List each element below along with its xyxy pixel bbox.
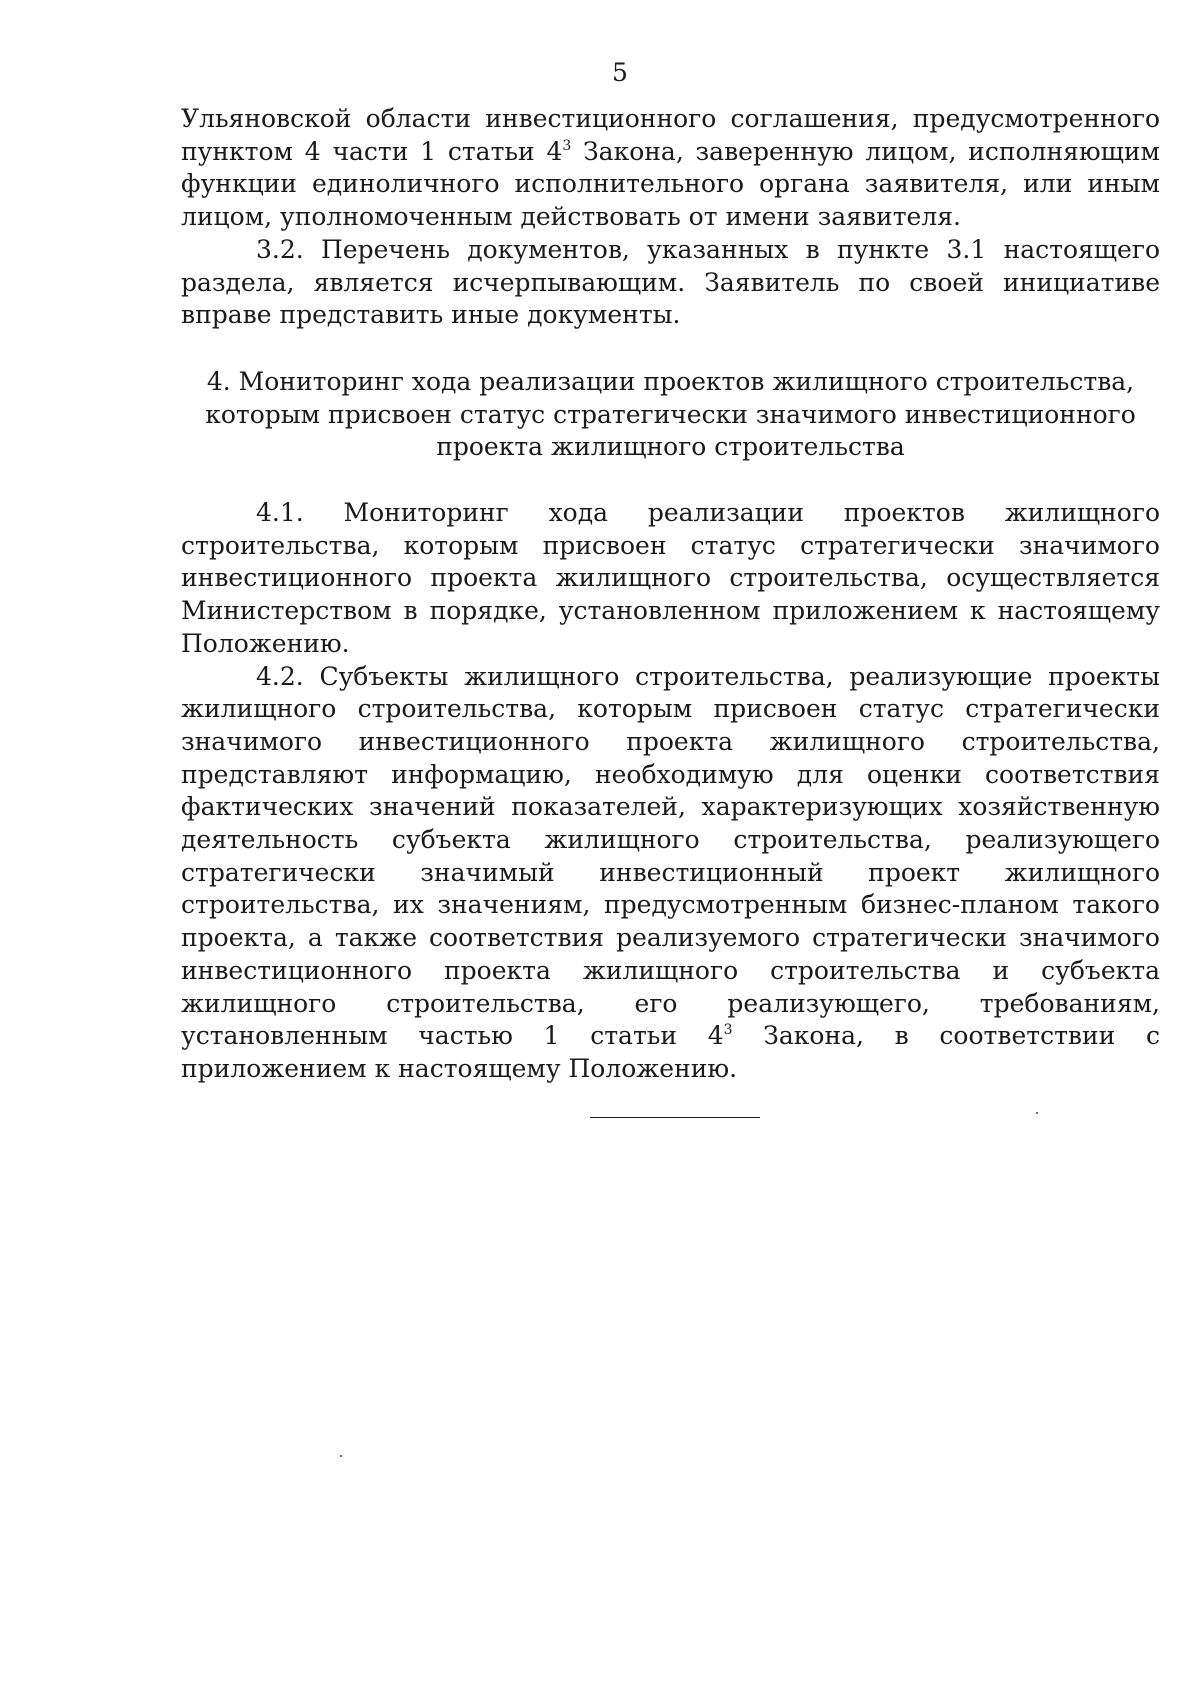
paragraph-4-2 xyxy=(181,661,1160,1086)
superscript: 3 xyxy=(723,1022,733,1039)
scan-speck xyxy=(340,1455,342,1457)
heading-line: 4. Мониторинг хода реализации проектов жилищного строительства, xyxy=(206,367,1135,396)
section-4-heading xyxy=(181,366,1160,464)
scan-speck xyxy=(1036,1112,1038,1114)
paragraph-3-2: 3.2. Перечень документов, указанных в пункте 3.1 настоящего раздела, является исчерпывающим. Заявитель по своей инициативе вправе представить иные документы. xyxy=(181,234,1160,330)
section-4-body xyxy=(181,497,1160,1086)
page-number: 5 xyxy=(612,58,628,87)
continuation-text-end: Закона, заверенную лицом, исполняющим функции единоличного исполнительного органа заявителя, или иным лицом, уполномоченным действовать от имени заявителя. xyxy=(181,136,1160,232)
top-text-block xyxy=(181,103,1160,332)
paragraph-4-2-text-end: Закона, в соответствии с приложением к настоящему Положению. xyxy=(181,1021,1160,1083)
paragraph-4-2-text: 4.2. Субъекты жилищного строительства, реализующие проекты жилищного строительства, которым присвоен статус стратегически значимого инвестиционного проекта жилищного строительства, представляют информацию, необходимую для оценки соответствия фактических значений показателей, характеризующих хозяйственную деятельность субъекта жилищного строительства, реализующего стратегически значимый инвестиционный проект жилищного строительства, их значениям, предусмотренным бизнес-планом такого проекта, а также соответствия реализуемого стратегически значимого инвестиционного проекта жилищного строительства и субъекта жилищного строительства, его реализующего, требованиям, установленным частью 1 статьи 4 xyxy=(181,661,1160,1051)
closing-rule xyxy=(590,1117,760,1118)
paragraph-4-1: 4.1. Мониторинг хода реализации проектов жилищного строительства, которым присвоен статус стратегически значимого инвестиционного проекта жилищного строительства, осуществляется Министерством в порядке, установленном приложением к настоящему Положению. xyxy=(181,498,1160,658)
heading-line: проекта жилищного строительства xyxy=(436,432,905,462)
heading-line: которым присвоен статус стратегически значимого инвестиционного xyxy=(205,399,1136,429)
continuation-paragraph xyxy=(181,103,1160,234)
superscript: 3 xyxy=(562,137,572,154)
continuation-text: Ульяновской области инвестиционного соглашения, предусмотренного пунктом 4 части 1 статьи 4 xyxy=(181,104,1160,166)
